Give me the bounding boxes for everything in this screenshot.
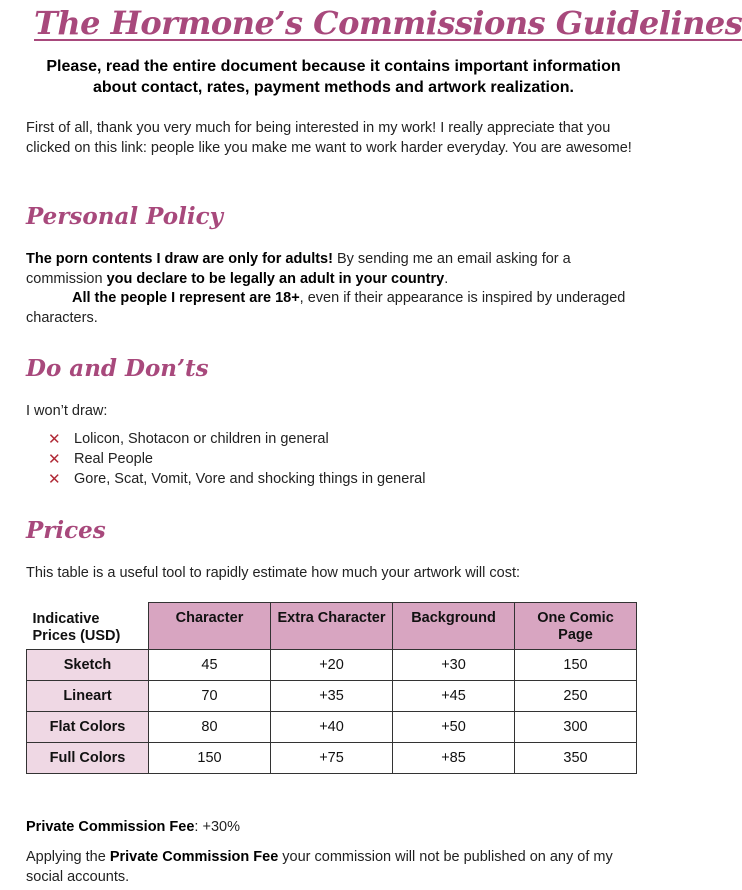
policy-text-underaged: , even if their appearance is inspired by underaged characters.	[26, 290, 626, 326]
personal-policy-heading: Personal Policy	[26, 203, 223, 230]
x-mark-icon: ✕	[48, 450, 61, 468]
table-cell: +50	[393, 711, 515, 742]
table-cell: +20	[271, 649, 393, 680]
table-cell: 150	[515, 649, 637, 680]
intro-paragraph: First of all, thank you very much for being interested in my work! I really appreciate that you clicked on this link: people like you make me want to work harder everyday. You are awesome!	[26, 120, 632, 156]
wont-draw-list	[48, 430, 425, 489]
table-cell: +75	[271, 742, 393, 773]
table-cell: +30	[393, 649, 515, 680]
table-cell: 45	[149, 649, 271, 680]
table-cell: 70	[149, 680, 271, 711]
list-item	[48, 430, 425, 450]
list-item	[48, 470, 425, 490]
table-cell: 250	[515, 680, 637, 711]
policy-bold-declare: you declare to be legally an adult in your country	[106, 270, 445, 287]
private-fee-label: Private Commission Fee	[26, 819, 195, 835]
policy-bold-adults: The porn contents I draw are only for adults!	[26, 251, 333, 267]
table-cell: 80	[149, 711, 271, 742]
table-header-row	[27, 603, 637, 650]
table-cell: +45	[393, 680, 515, 711]
row-header: Flat Colors	[27, 711, 149, 742]
table-cell: +35	[271, 680, 393, 711]
row-header: Full Colors	[27, 742, 149, 773]
table-cell: +40	[271, 711, 393, 742]
table-row	[27, 711, 637, 742]
private-fee-note-prefix: Applying the	[26, 849, 110, 865]
table-row	[27, 680, 637, 711]
list-item-text: Lolicon, Shotacon or children in general	[74, 431, 329, 447]
policy-text-end: .	[444, 270, 449, 287]
table-cell: 350	[515, 742, 637, 773]
list-item-text: Real People	[74, 450, 153, 467]
private-fee-value: : +30%	[194, 819, 240, 835]
row-header: Sketch	[27, 649, 149, 680]
policy-bold-18plus: All the people I represent are 18+	[72, 290, 300, 306]
column-header: One Comic Page	[515, 603, 637, 650]
intro-notice: Please, read the entire document because it contains important information about contact, rates, payment methods and artwork realization.	[46, 58, 621, 96]
table-cell: 300	[515, 711, 637, 742]
prices-table	[26, 602, 637, 774]
private-fee-note	[26, 848, 636, 887]
prices-heading: Prices	[26, 517, 106, 544]
table-corner-label: Indicative Prices (USD)	[27, 603, 149, 650]
prices-intro: This table is a useful tool to rapidly estimate how much your artwork will cost:	[26, 565, 521, 581]
table-cell: +85	[393, 742, 515, 773]
list-item	[48, 450, 425, 470]
private-fee-line	[26, 818, 636, 838]
document-title: The Hormone’s Commissions Guidelines	[34, 4, 742, 42]
policy-paragraph	[26, 250, 636, 328]
column-header: Character	[149, 603, 271, 650]
private-fee-note-bold: Private Commission Fee	[109, 849, 279, 865]
column-header: Extra Character	[271, 603, 393, 650]
list-item-text: Gore, Scat, Vomit, Vore and shocking things in general	[74, 470, 426, 487]
x-mark-icon: ✕	[48, 431, 61, 448]
private-fee-note-suffix: your commission will not be published on any of my social accounts.	[26, 849, 613, 885]
x-mark-icon: ✕	[48, 470, 61, 488]
table-row	[27, 649, 637, 680]
row-header: Lineart	[27, 680, 149, 711]
column-header: Background	[393, 603, 515, 650]
table-row	[27, 742, 637, 773]
policy-text: By sending me an email asking for a commission	[26, 251, 571, 287]
do-dont-heading: Do and Don’ts	[26, 355, 209, 382]
table-cell: 150	[149, 742, 271, 773]
wont-draw-intro: I won’t draw:	[26, 403, 108, 419]
